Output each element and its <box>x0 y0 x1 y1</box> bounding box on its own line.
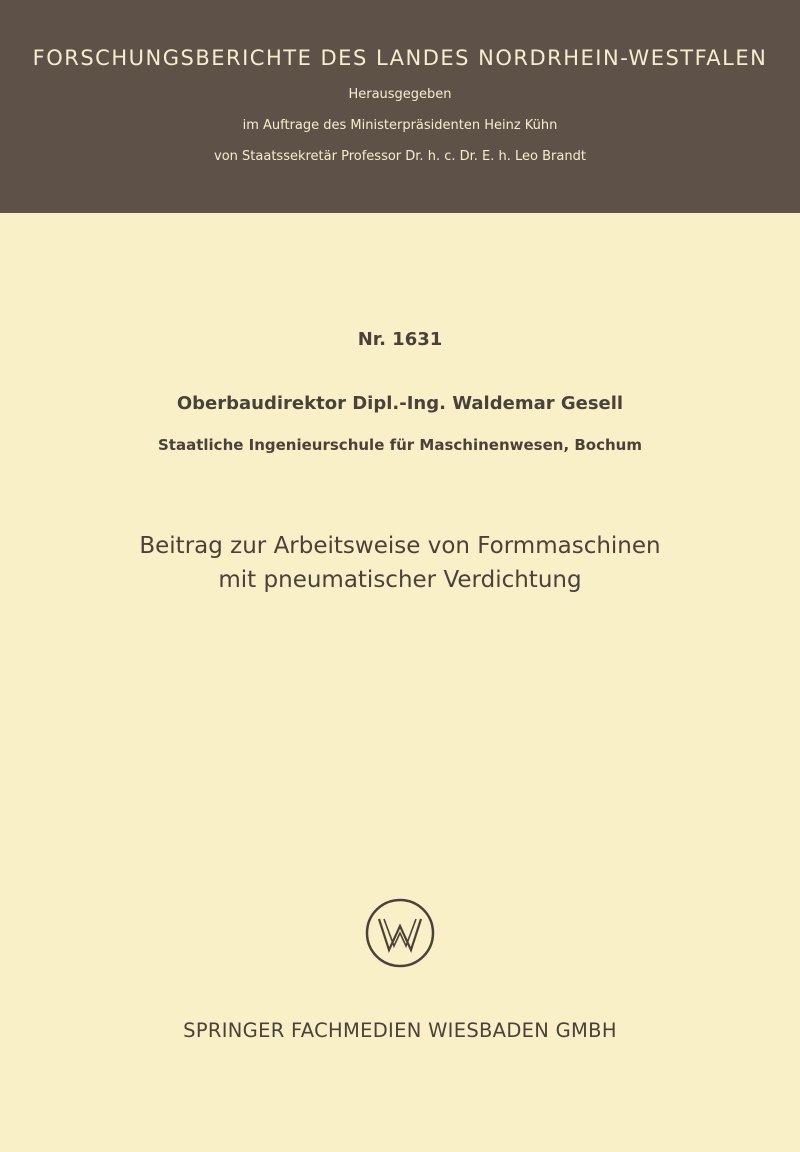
springer-vw-logo-icon <box>364 897 436 969</box>
book-title <box>0 529 800 597</box>
editor-note: Herausgegeben <box>348 87 452 102</box>
book-title-line-1: Beitrag zur Arbeitsweise von Formmaschinen <box>139 533 661 559</box>
editor-name: von Staatssekretär Professor Dr. h. c. Dr. E. h. Leo Brandt <box>214 149 586 164</box>
report-number: Nr. 1631 <box>357 329 443 350</box>
book-title-line-2: mit pneumatischer Verdichtung <box>218 567 582 593</box>
author-name: Oberbaudirektor Dipl.-Ing. Waldemar Gesell <box>176 393 624 414</box>
commission-note: im Auftrage des Ministerpräsidenten Heinz Kühn <box>242 118 558 133</box>
series-title: FORSCHUNGSBERICHTE DES LANDES NORDRHEIN-WESTFALEN <box>32 46 768 70</box>
series-header-band <box>0 0 800 213</box>
institution-name: Staatliche Ingenieurschule für Maschinenwesen, Bochum <box>158 436 642 454</box>
publisher-name: SPRINGER FACHMEDIEN WIESBADEN GMBH <box>183 1019 617 1042</box>
